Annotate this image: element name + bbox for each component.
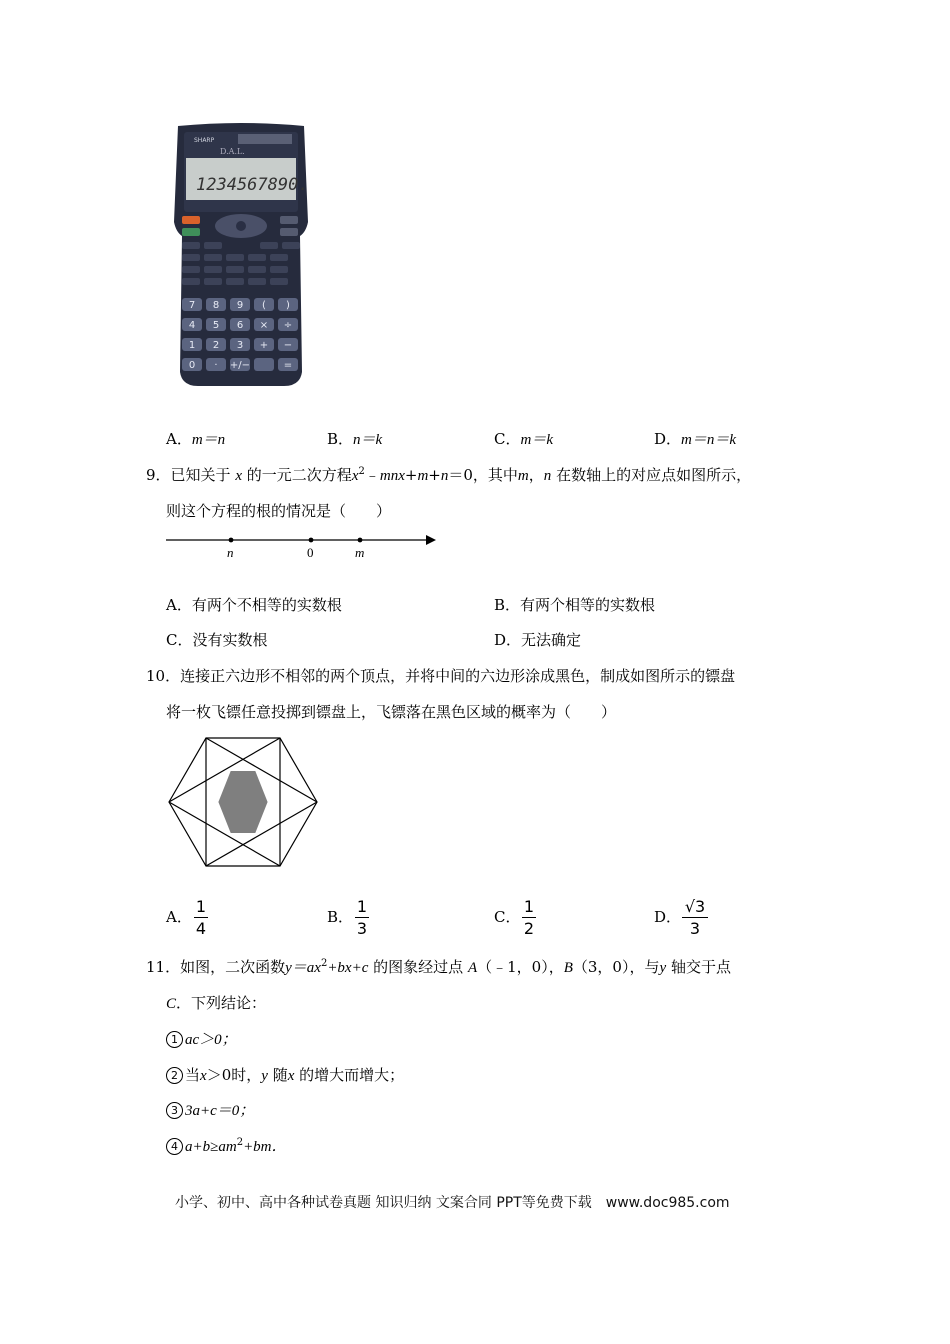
label-zero: 0: [307, 545, 314, 560]
svg-text:×: ×: [259, 320, 269, 331]
svg-text:2: 2: [212, 340, 220, 351]
q11-conclusion-3: 3 3a+c＝0；: [166, 1099, 254, 1120]
number-line: [164, 530, 440, 562]
q10-option-a-fraction: 1 4: [195, 897, 207, 938]
q10-question-line1: 10．连接正六边形不相邻的两个顶点，并将中间的六边形涂成黑色，制成如图所示的镖盘: [146, 667, 736, 685]
q9-option-a: A．有两个不相等的实数根: [166, 596, 342, 614]
q10-question-line2: 将一枚飞镖任意投掷到镖盘上，飞镖落在黑色区域的概率为（ ）: [166, 703, 617, 721]
svg-text:1: 1: [188, 340, 196, 351]
svg-text:(: (: [262, 300, 266, 311]
q8-option-c: C．m＝k: [494, 430, 553, 448]
q11-question-line1: 11．如图，二次函数$y=ax^2+bx+c$ 的图象经过点 A（﹣1，0），B（3，0），与y 轴交于点: [146, 958, 731, 976]
q8-option-b: B．n＝k: [327, 430, 383, 448]
q8-option-d: D．m＝n＝k: [654, 430, 737, 448]
q9-question-line1: 9．已知关于 x 的一元二次方程$x^2﹣mnx+m+n=0$，其中m，n 在数轴上的对应点如图所示，: [146, 466, 752, 484]
q10-option-b-fraction: 1 3: [356, 897, 368, 938]
q9-option-d: D．无法确定: [494, 631, 582, 649]
svg-text:8: 8: [212, 300, 220, 311]
svg-text:4: 4: [188, 320, 196, 331]
circled-number-3: 3: [166, 1102, 183, 1119]
svg-text:6: 6: [236, 320, 244, 331]
svg-text:): ): [286, 300, 290, 311]
svg-text:7: 7: [188, 300, 196, 311]
q9-option-b: B．有两个相等的实数根: [494, 596, 656, 614]
svg-text:+: +: [259, 340, 269, 351]
circled-number-4: 4: [166, 1138, 183, 1155]
calculator-image: [172, 122, 310, 388]
svg-text:÷: ÷: [283, 320, 293, 331]
point-zero: [309, 538, 314, 543]
q9-question-line2: 则这个方程的根的情况是（ ）: [166, 502, 392, 520]
svg-text:·: ·: [214, 360, 218, 371]
q11-conclusion-2: 2 当x＞0时，y 随x 的增大而增大；: [166, 1064, 404, 1085]
q11-conclusion-1: 1 ac＞0；: [166, 1028, 237, 1049]
circled-number-2: 2: [166, 1067, 183, 1084]
svg-text:−: −: [283, 340, 293, 351]
svg-text:+/−: +/−: [229, 360, 251, 371]
point-n: [229, 538, 234, 543]
calculator-brand: SHARP: [194, 137, 215, 144]
q10-option-c-fraction: 1 2: [523, 897, 535, 938]
q10-option-d-fraction: √3 3: [682, 897, 708, 938]
q10-option-c-label: C．: [494, 908, 521, 926]
calculator-display: 1234567890.: [196, 175, 309, 195]
label-m: m: [355, 545, 365, 560]
hexagon-dartboard: [166, 735, 326, 871]
q10-option-a-label: A．: [166, 908, 192, 926]
page-footer: 小学、初中、高中各种试卷真题 知识归纳 文案合同 PPT等免费下载 www.doc985.com: [175, 1195, 730, 1211]
svg-text:9: 9: [236, 300, 244, 311]
q10-option-b-label: B．: [327, 908, 354, 926]
q11-conclusion-4: 4 $a+b\ge am^2+bm$．: [166, 1135, 287, 1156]
label-n: n: [227, 545, 234, 560]
black-hexagon: [218, 771, 267, 833]
svg-text:3: 3: [236, 340, 244, 351]
point-m: [358, 538, 363, 543]
circled-number-1: 1: [166, 1031, 183, 1048]
q11-question-line2: C．下列结论：: [166, 994, 267, 1012]
svg-text:0: 0: [188, 360, 196, 371]
calculator-model: D.A.L.: [220, 147, 245, 156]
q9-option-c: C．没有实数根: [166, 631, 268, 649]
q10-option-d-label: D．: [654, 908, 682, 926]
svg-text:5: 5: [212, 320, 220, 331]
svg-text:=: =: [283, 360, 293, 371]
q8-option-a: A．m＝n: [166, 430, 226, 448]
